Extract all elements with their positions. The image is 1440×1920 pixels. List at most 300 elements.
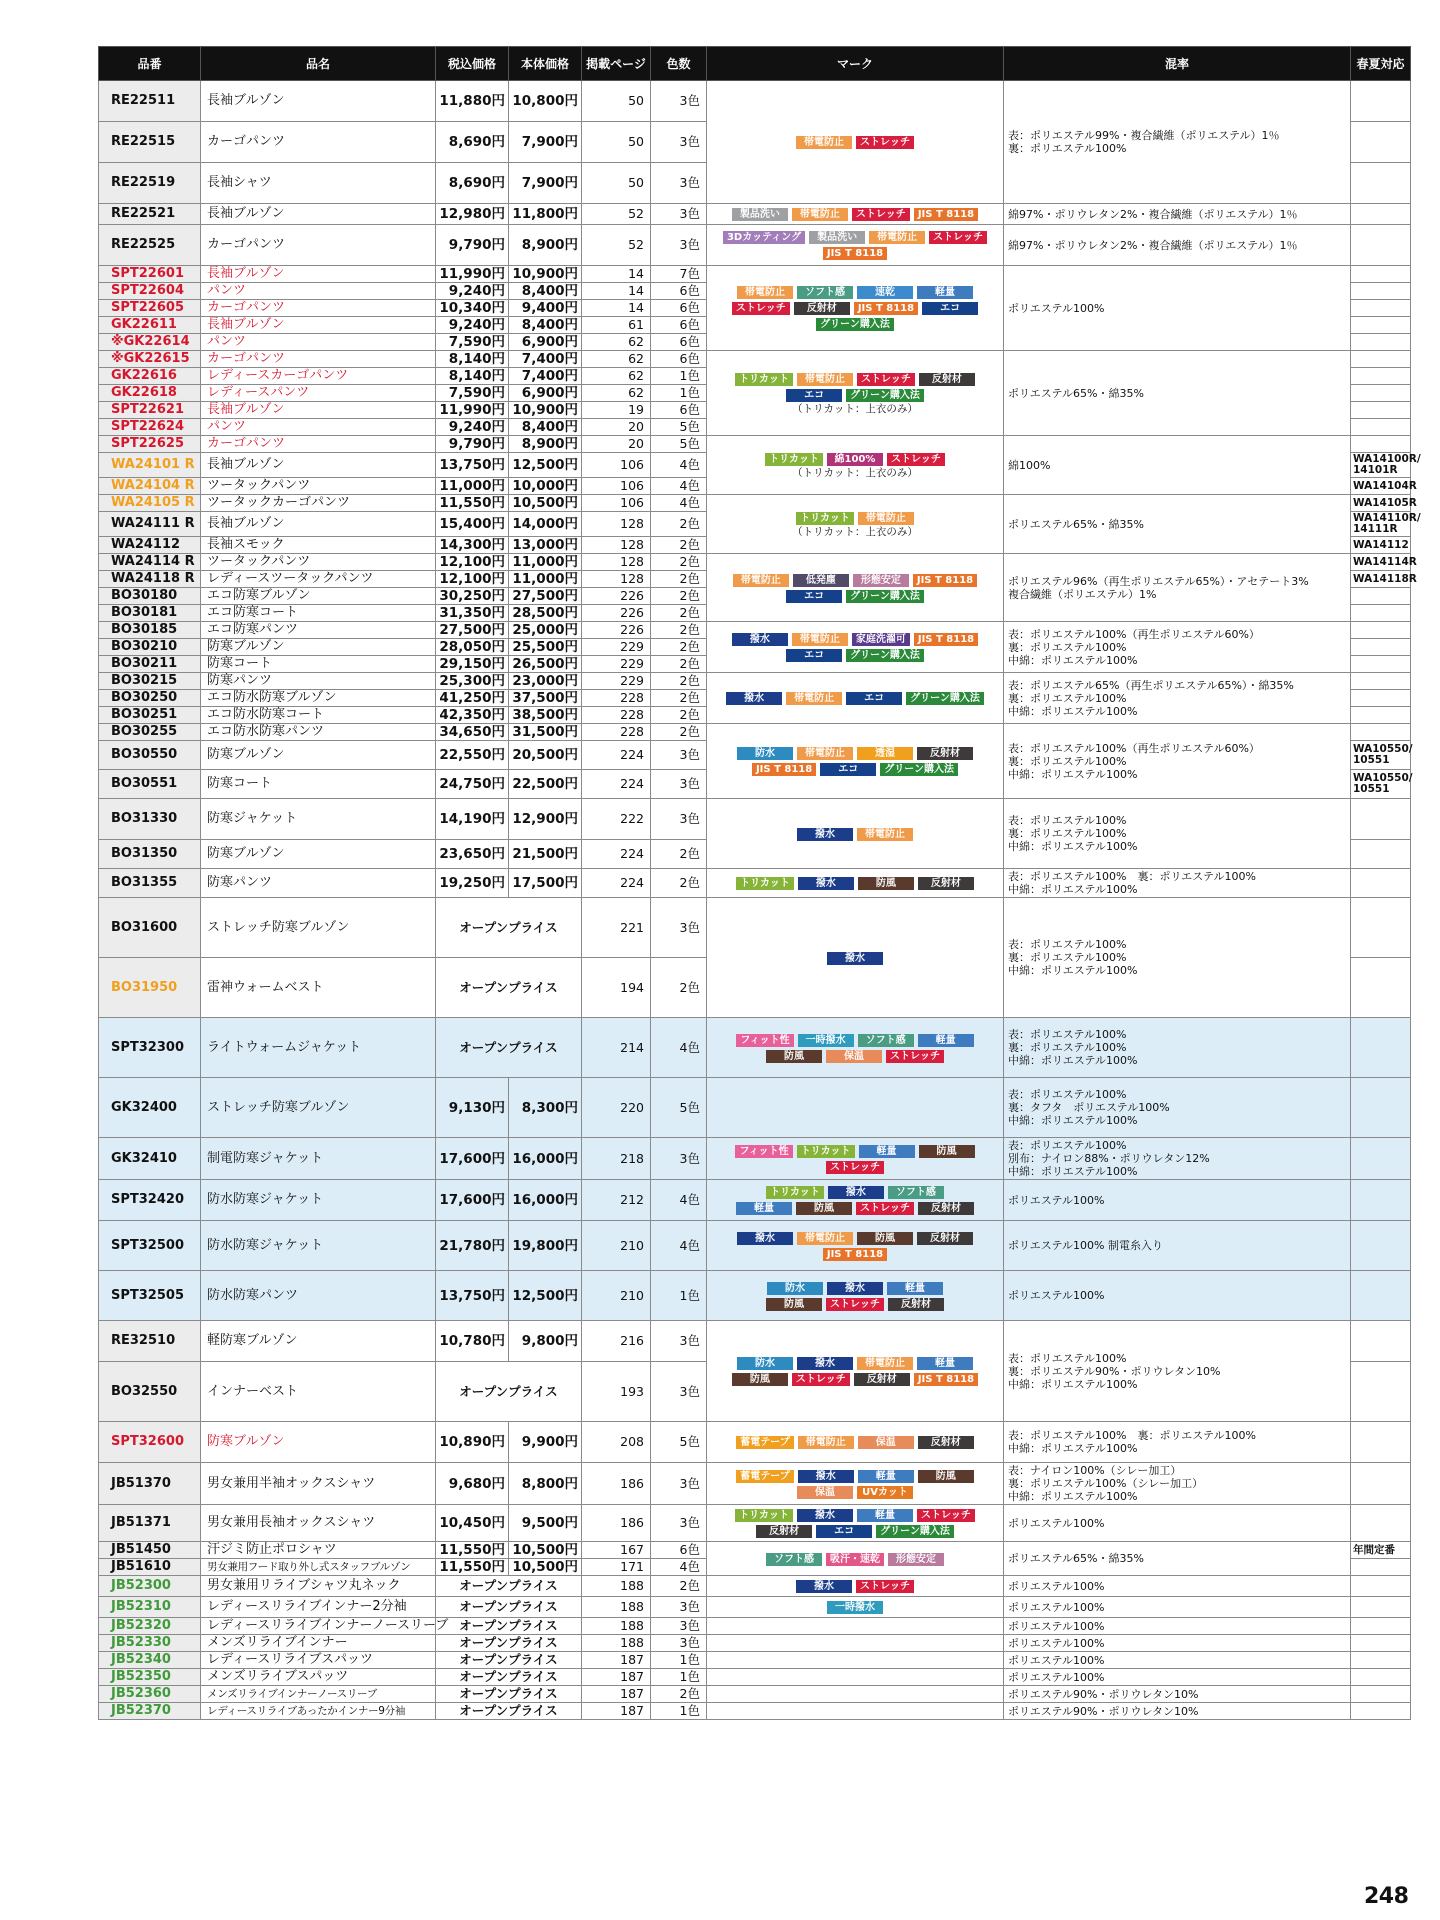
fabric-mix — [1004, 1618, 1351, 1635]
season-model — [1351, 605, 1411, 622]
catalog-page: 62 — [582, 385, 651, 402]
mark-badge: エコ — [786, 590, 842, 603]
mix-line: 裏：ポリエステル100% — [1008, 691, 1127, 705]
color-count: 2色 — [651, 537, 707, 554]
mix-line: 中綿：ポリエステル100% — [1008, 1165, 1138, 1178]
product-name: エコ防水防寒パンツ — [201, 724, 436, 741]
mark-badge: 帯電防止 — [786, 692, 842, 705]
base-price: 13,000円 — [509, 537, 582, 554]
mark-cell — [707, 898, 1004, 1018]
base-price: 6,900円 — [509, 385, 582, 402]
tax-price: 9,680円 — [436, 1463, 509, 1505]
base-price: 8,400円 — [509, 283, 582, 300]
mix-line: 綿97%・ポリウレタン2%・複合繊維（ポリエステル）1％ — [1008, 207, 1298, 221]
product-name: カーゴパンツ — [201, 436, 436, 453]
mark-badge: 撥水 — [796, 1580, 852, 1593]
season-model — [1351, 639, 1411, 656]
mark-badge: 帯電防止 — [858, 512, 914, 525]
season-model — [1351, 283, 1411, 300]
open-price: オープンプライス — [436, 1669, 582, 1686]
fabric-mix — [1004, 266, 1351, 351]
mark-badge: UVカット — [857, 1486, 913, 1499]
season-model — [1351, 656, 1411, 673]
tax-price: 9,240円 — [436, 419, 509, 436]
mark-line — [711, 451, 999, 467]
season-model: WA14110R/ 14111R — [1351, 512, 1411, 537]
base-price: 10,900円 — [509, 266, 582, 283]
season-model — [1351, 724, 1411, 741]
mark-badge: 防風 — [732, 1373, 788, 1386]
color-count: 3色 — [651, 898, 707, 958]
mark-badge: 撥水 — [827, 1282, 883, 1295]
catalog-page: 220 — [582, 1078, 651, 1138]
mix-line: 表：ポリエステル100% — [1008, 814, 1127, 827]
base-price: 10,000円 — [509, 478, 582, 495]
catalog-page: 106 — [582, 478, 651, 495]
catalog-page: 210 — [582, 1271, 651, 1321]
catalog-page: 188 — [582, 1576, 651, 1597]
mark-line — [711, 1280, 999, 1296]
open-price: オープンプライス — [436, 1652, 582, 1669]
table-row — [99, 1669, 1411, 1686]
mark-badge: 反射材 — [794, 302, 850, 315]
base-price: 8,400円 — [509, 419, 582, 436]
color-count: 4色 — [651, 1180, 707, 1221]
product-code: BO31350 — [99, 840, 201, 869]
product-name: 雷神ウォームベスト — [201, 958, 436, 1018]
base-price: 9,800円 — [509, 1321, 582, 1362]
color-count: 5色 — [651, 436, 707, 453]
mark-badge: フィット性 — [735, 1145, 792, 1158]
fabric-mix — [1004, 622, 1351, 673]
tax-price: 12,980円 — [436, 204, 509, 225]
fabric-mix — [1004, 1078, 1351, 1138]
product-name: カーゴパンツ — [201, 351, 436, 368]
tax-price: 8,140円 — [436, 351, 509, 368]
mark-badge: 撥水 — [732, 633, 788, 646]
season-model — [1351, 317, 1411, 334]
base-price: 27,500円 — [509, 588, 582, 605]
mix-line: 裏：ポリエステル90%・ポリウレタン10% — [1008, 1364, 1221, 1378]
catalog-page: 187 — [582, 1703, 651, 1720]
base-price: 20,500円 — [509, 741, 582, 770]
mark-cell — [707, 1542, 1004, 1576]
mix-line: 裏：ポリエステル100% — [1008, 1041, 1127, 1054]
season-model — [1351, 869, 1411, 898]
mark-cell — [707, 1221, 1004, 1271]
base-price: 26,500円 — [509, 656, 582, 673]
base-price: 7,900円 — [509, 122, 582, 163]
tax-price: 8,140円 — [436, 368, 509, 385]
base-price: 8,800円 — [509, 1463, 582, 1505]
product-name: 防寒ジャケット — [201, 799, 436, 840]
mark-line — [711, 950, 999, 966]
mark-badge: 防水 — [737, 747, 793, 760]
color-count: 3色 — [651, 770, 707, 799]
fabric-mix — [1004, 495, 1351, 554]
mix-line: 表：ポリエステル100% — [1008, 1088, 1127, 1101]
season-model — [1351, 840, 1411, 869]
tax-price: 42,350円 — [436, 707, 509, 724]
catalog-page: 167 — [582, 1542, 651, 1559]
mix-line: 裏：ポリエステル100% — [1008, 754, 1127, 768]
open-price: オープンプライス — [436, 1686, 582, 1703]
catalog-page: 222 — [582, 799, 651, 840]
table-row — [99, 554, 1411, 571]
open-price: オープンプライス — [436, 898, 582, 958]
fabric-mix — [1004, 1597, 1351, 1618]
base-price: 10,800円 — [509, 81, 582, 122]
mark-badge: 撥水 — [726, 692, 782, 705]
product-name: パンツ — [201, 283, 436, 300]
header-mix: 混率 — [1004, 47, 1351, 81]
catalog-page: 128 — [582, 537, 651, 554]
season-model — [1351, 673, 1411, 690]
mark-badge: ストレッチ — [792, 1373, 850, 1386]
product-name: メンズリライブインナーノースリーブ — [201, 1686, 436, 1703]
season-model: WA14112 — [1351, 537, 1411, 554]
color-count: 1色 — [651, 1669, 707, 1686]
product-name: エコ防水防寒ブルゾン — [201, 690, 436, 707]
product-code: BO30551 — [99, 770, 201, 799]
season-model — [1351, 690, 1411, 707]
catalog-page: 226 — [582, 605, 651, 622]
mark-cell — [707, 1669, 1004, 1686]
season-model — [1351, 1703, 1411, 1720]
open-price: オープンプライス — [436, 1597, 582, 1618]
mark-cell — [707, 81, 1004, 204]
mark-badge: 3Dカッティング — [723, 231, 805, 244]
open-price: オープンプライス — [436, 1362, 582, 1422]
tax-price: 11,990円 — [436, 266, 509, 283]
mark-badge: 吸汗・速乾 — [826, 1553, 884, 1566]
tax-price: 22,550円 — [436, 741, 509, 770]
mark-badge: JIS T 8118 — [752, 763, 816, 776]
mark-badge: 撥水 — [737, 1232, 793, 1245]
catalog-page: 61 — [582, 317, 651, 334]
color-count: 4色 — [651, 1018, 707, 1078]
season-model — [1351, 225, 1411, 266]
product-code: RE22519 — [99, 163, 201, 204]
mark-badge: 帯電防止 — [733, 574, 789, 587]
mark-badge: 撥水 — [798, 1470, 854, 1483]
mark-line — [711, 647, 999, 663]
product-name: ツータックカーゴパンツ — [201, 495, 436, 512]
product-name: 長袖ブルゾン — [201, 512, 436, 537]
mark-badge: トリカット — [796, 512, 854, 525]
color-count: 2色 — [651, 690, 707, 707]
mark-badge: トリカット — [766, 1186, 824, 1199]
mark-badge: 速乾 — [857, 286, 913, 299]
catalog-page: 193 — [582, 1362, 651, 1422]
fabric-mix — [1004, 1271, 1351, 1321]
color-count: 6色 — [651, 334, 707, 351]
color-count: 3色 — [651, 225, 707, 266]
tax-price: 11,550円 — [436, 1542, 509, 1559]
product-code: SPT32300 — [99, 1018, 201, 1078]
base-price: 17,500円 — [509, 869, 582, 898]
product-name: エコ防寒ブルゾン — [201, 588, 436, 605]
catalog-page: 52 — [582, 225, 651, 266]
base-price: 7,400円 — [509, 351, 582, 368]
color-count: 3色 — [651, 204, 707, 225]
mark-line — [711, 761, 999, 777]
mark-cell — [707, 673, 1004, 724]
mark-line — [711, 1184, 999, 1200]
catalog-page: 212 — [582, 1180, 651, 1221]
product-code: GK22618 — [99, 385, 201, 402]
product-name: ライトウォームジャケット — [201, 1018, 436, 1078]
season-model — [1351, 1221, 1411, 1271]
product-name: レディースカーゴパンツ — [201, 368, 436, 385]
table-row — [99, 1138, 1411, 1180]
mix-line: ポリエステル100% — [1008, 1600, 1105, 1614]
season-model — [1351, 1686, 1411, 1703]
mix-line: 表：ポリエステル100% 裏：ポリエステル100% — [1008, 1429, 1256, 1442]
mark-badge: 撥水 — [827, 952, 883, 965]
mark-cell — [707, 724, 1004, 799]
catalog-page: 228 — [582, 724, 651, 741]
color-count: 3色 — [651, 122, 707, 163]
mark-line — [711, 1484, 999, 1500]
product-code: BO30251 — [99, 707, 201, 724]
mark-badge: ストレッチ — [856, 1580, 914, 1593]
product-code: BO30181 — [99, 605, 201, 622]
season-model — [1351, 300, 1411, 317]
product-name: 男女兼用リライブシャツ丸ネック — [201, 1576, 436, 1597]
mark-badge: 撥水 — [797, 828, 853, 841]
product-code: BO31355 — [99, 869, 201, 898]
table-row — [99, 1180, 1411, 1221]
product-name: 軽防寒ブルゾン — [201, 1321, 436, 1362]
color-count: 2色 — [651, 1576, 707, 1597]
catalog-page: 208 — [582, 1422, 651, 1463]
tax-price: 11,000円 — [436, 478, 509, 495]
color-count: 6色 — [651, 351, 707, 368]
mark-badge: 防水 — [767, 1282, 823, 1295]
product-code: BO32550 — [99, 1362, 201, 1422]
color-count: 2色 — [651, 958, 707, 1018]
base-price: 10,500円 — [509, 495, 582, 512]
product-name: 長袖ブルゾン — [201, 81, 436, 122]
mark-badge: 軽量 — [859, 1145, 915, 1158]
product-name: 防寒パンツ — [201, 673, 436, 690]
tax-price: 24,750円 — [436, 770, 509, 799]
mark-cell — [707, 1422, 1004, 1463]
table-row — [99, 225, 1411, 266]
catalog-page: 62 — [582, 368, 651, 385]
mark-badge: 透湿 — [857, 747, 913, 760]
season-model — [1351, 1422, 1411, 1463]
fabric-mix — [1004, 1422, 1351, 1463]
season-model: WA14118R — [1351, 571, 1411, 588]
table-row — [99, 1618, 1411, 1635]
product-name: 男女兼用フード取り外し式スタッフブルゾン — [201, 1559, 436, 1576]
mix-line: 中綿：ポリエステル100% — [1008, 767, 1138, 781]
mark-badge: 帯電防止 — [797, 1232, 853, 1245]
mark-badge: 防風 — [857, 1232, 913, 1245]
mark-line — [711, 1159, 999, 1175]
base-price: 22,500円 — [509, 770, 582, 799]
color-count: 7色 — [651, 266, 707, 283]
catalog-page: 62 — [582, 351, 651, 368]
mark-badge: エコ — [846, 692, 902, 705]
mark-line — [711, 371, 999, 387]
mix-line: ポリエステル100% — [1008, 1670, 1105, 1684]
mark-badge: 帯電防止 — [857, 828, 913, 841]
product-name: エコ防水防寒コート — [201, 707, 436, 724]
product-code: ※GK22615 — [99, 351, 201, 368]
fabric-mix — [1004, 1505, 1351, 1542]
base-price: 7,900円 — [509, 163, 582, 204]
mark-line — [711, 134, 999, 150]
mark-line — [711, 1523, 999, 1539]
table-body — [99, 81, 1421, 1720]
color-count: 2色 — [651, 605, 707, 622]
product-code: JB52350 — [99, 1669, 201, 1686]
product-code: SPT22601 — [99, 266, 201, 283]
table-row — [99, 204, 1411, 225]
mark-badge: 保温 — [858, 1436, 914, 1449]
product-name: レディースリライブインナー2分袖 — [201, 1597, 436, 1618]
table-row — [99, 1686, 1411, 1703]
base-price: 14,000円 — [509, 512, 582, 537]
product-code: BO30180 — [99, 588, 201, 605]
base-price: 16,000円 — [509, 1138, 582, 1180]
product-code: BO30210 — [99, 639, 201, 656]
mark-cell — [707, 495, 1004, 554]
tax-price: 11,550円 — [436, 1559, 509, 1576]
season-model — [1351, 799, 1411, 840]
season-model — [1351, 1597, 1411, 1618]
fabric-mix — [1004, 1321, 1351, 1422]
tax-price: 17,600円 — [436, 1180, 509, 1221]
fabric-mix — [1004, 81, 1351, 204]
fabric-mix — [1004, 724, 1351, 799]
open-price: オープンプライス — [436, 958, 582, 1018]
tax-price: 17,600円 — [436, 1138, 509, 1180]
mix-line: 表：ポリエステル99%・複合繊維（ポリエステル）1％ — [1008, 129, 1280, 142]
season-model — [1351, 1180, 1411, 1221]
mark-badge: ストレッチ — [732, 302, 790, 315]
tax-price: 12,100円 — [436, 571, 509, 588]
catalog-page: 229 — [582, 673, 651, 690]
table-row — [99, 673, 1411, 690]
mark-badge: 反射材 — [917, 747, 973, 760]
mark-cell — [707, 1618, 1004, 1635]
catalog-page: 50 — [582, 122, 651, 163]
product-code: JB52340 — [99, 1652, 201, 1669]
color-count: 6色 — [651, 1542, 707, 1559]
base-price: 10,900円 — [509, 402, 582, 419]
color-count: 4色 — [651, 478, 707, 495]
mark-line — [711, 387, 999, 403]
season-model — [1351, 351, 1411, 368]
product-code: SPT22625 — [99, 436, 201, 453]
mark-badge: 軽量 — [736, 1202, 792, 1215]
product-code: JB51370 — [99, 1463, 201, 1505]
mark-cell — [707, 1180, 1004, 1221]
mark-line — [711, 588, 999, 604]
table-row — [99, 1078, 1411, 1138]
product-name: 防寒パンツ — [201, 869, 436, 898]
base-price: 7,400円 — [509, 368, 582, 385]
product-name: 男女兼用長袖オックスシャツ — [201, 1505, 436, 1542]
table-row — [99, 81, 1411, 122]
tax-price: 14,190円 — [436, 799, 509, 840]
catalog-page: 14 — [582, 283, 651, 300]
mark-badge: 一時撥水 — [798, 1034, 854, 1047]
tax-price: 11,990円 — [436, 402, 509, 419]
product-code: GK32400 — [99, 1078, 201, 1138]
season-model: WA10550/ 10551 — [1351, 770, 1411, 799]
product-name: 防寒ブルゾン — [201, 741, 436, 770]
mark-badge: グリーン購入法 — [876, 1525, 954, 1538]
tax-price: 19,250円 — [436, 869, 509, 898]
tax-price: 13,750円 — [436, 453, 509, 478]
mark-line — [711, 690, 999, 706]
mix-line: 裏：ポリエステル100%（シレー加工） — [1008, 1477, 1204, 1490]
base-price: 9,900円 — [509, 1422, 582, 1463]
product-name: 防寒コート — [201, 656, 436, 673]
product-code: JB51371 — [99, 1505, 201, 1542]
catalog-page: 50 — [582, 163, 651, 204]
base-price: 10,500円 — [509, 1542, 582, 1559]
base-price: 11,800円 — [509, 204, 582, 225]
product-name: 長袖ブルゾン — [201, 402, 436, 419]
tax-price: 9,240円 — [436, 283, 509, 300]
product-code: JB51610 — [99, 1559, 201, 1576]
product-code: SPT22604 — [99, 283, 201, 300]
mark-cell — [707, 1463, 1004, 1505]
product-code: WA24112 — [99, 537, 201, 554]
color-count: 4色 — [651, 453, 707, 478]
mark-badge: ストレッチ — [887, 453, 945, 466]
color-count: 4色 — [651, 1559, 707, 1576]
table-row — [99, 1463, 1411, 1505]
mark-badge: 帯電防止 — [737, 286, 793, 299]
mark-badge: 軽量 — [857, 1509, 913, 1522]
header-page: 掲載ページ — [582, 47, 651, 81]
mix-line: 綿97%・ポリウレタン2%・複合繊維（ポリエステル）1％ — [1008, 238, 1298, 252]
mix-line: 表：ポリエステル100% — [1008, 938, 1127, 951]
color-count: 3色 — [651, 1505, 707, 1542]
product-code: SPT32600 — [99, 1422, 201, 1463]
fabric-mix — [1004, 1463, 1351, 1505]
base-price: 12,900円 — [509, 799, 582, 840]
mix-line: 表：ポリエステル100% — [1008, 1351, 1127, 1365]
product-name: ストレッチ防寒ブルゾン — [201, 898, 436, 958]
catalog-page: 224 — [582, 741, 651, 770]
mark-badge: 蓄電テープ — [736, 1470, 794, 1483]
mix-line: 表：ポリエステル100% 裏：ポリエステル100% — [1008, 870, 1256, 883]
product-name: エコ防寒コート — [201, 605, 436, 622]
mark-badge: ストレッチ — [917, 1509, 975, 1522]
base-price: 28,500円 — [509, 605, 582, 622]
fabric-mix — [1004, 1180, 1351, 1221]
product-code: RE22521 — [99, 204, 201, 225]
catalog-page: 187 — [582, 1652, 651, 1669]
color-count: 6色 — [651, 402, 707, 419]
mark-badge: トリカット — [736, 877, 794, 890]
mark-badge: 保温 — [826, 1050, 882, 1063]
mark-badge: トリカット — [735, 1509, 793, 1522]
product-code: JB52370 — [99, 1703, 201, 1720]
mix-line: ポリエステル90%・ポリウレタン10% — [1008, 1704, 1199, 1718]
product-name: 防水防寒パンツ — [201, 1271, 436, 1321]
mix-line: ポリエステル100% — [1008, 1289, 1105, 1302]
fabric-mix — [1004, 869, 1351, 898]
